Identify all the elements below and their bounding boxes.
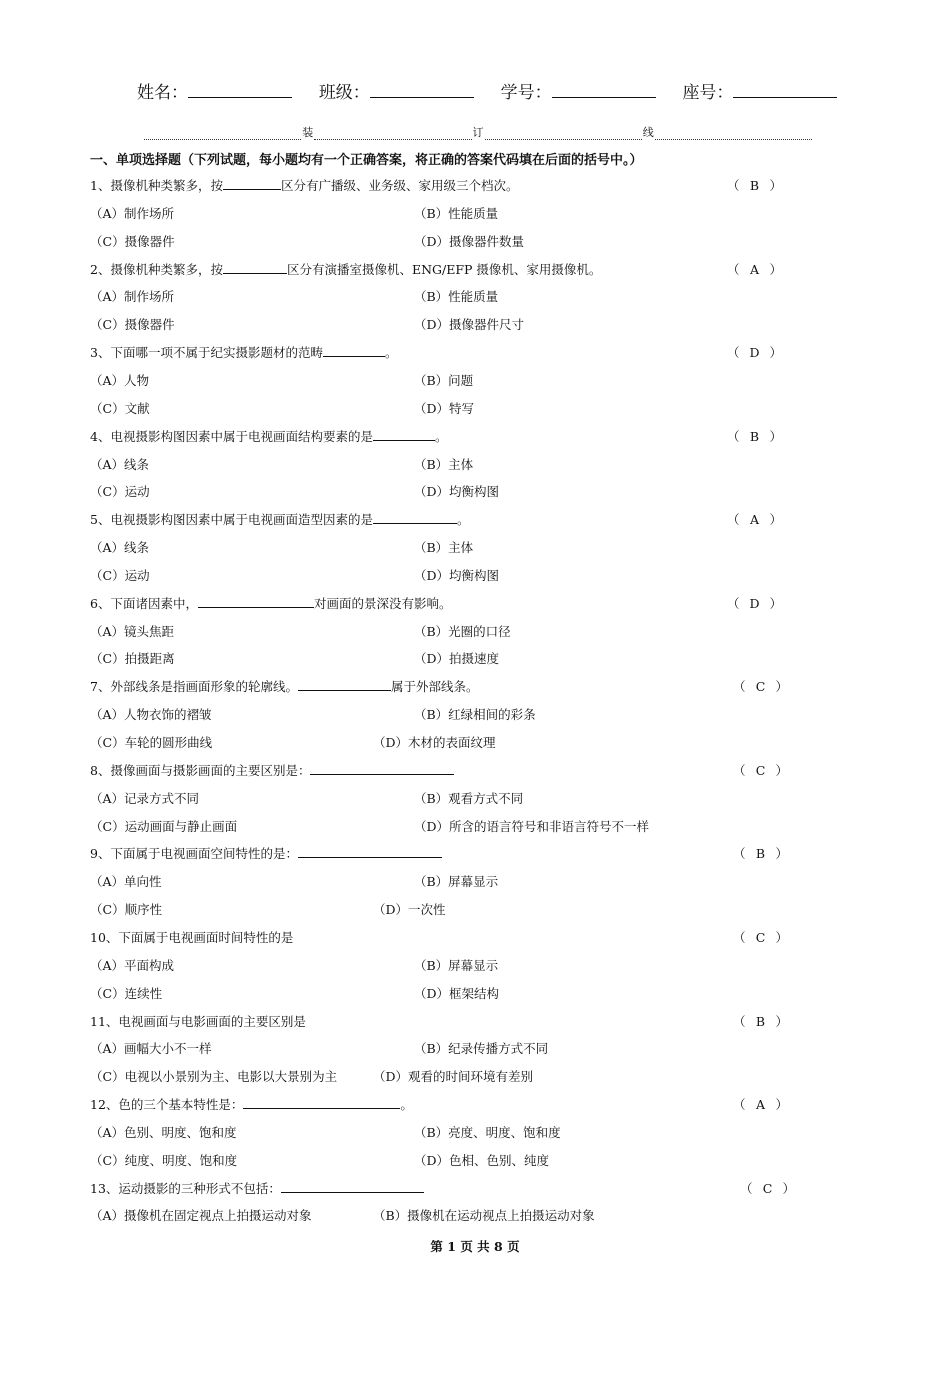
bracket-close: ） bbox=[769, 512, 783, 528]
answer-letter: C bbox=[755, 762, 766, 778]
bracket-open: （ bbox=[727, 595, 740, 611]
option-d: （D）均衡构图 bbox=[414, 484, 500, 500]
answer-blank[interactable] bbox=[243, 1097, 400, 1109]
question-stem bbox=[90, 928, 293, 946]
question-stem bbox=[90, 594, 451, 612]
answer-blank[interactable] bbox=[298, 846, 442, 858]
bracket-close: ） bbox=[775, 929, 789, 945]
bracket-close: ） bbox=[775, 679, 789, 695]
answer-bracket bbox=[727, 510, 782, 528]
answer-bracket bbox=[740, 1179, 795, 1197]
option-b: （B）亮度、明度、饱和度 bbox=[414, 1124, 561, 1140]
binding-dots bbox=[314, 131, 471, 140]
bracket-open: （ bbox=[727, 512, 740, 528]
question-text: 8、摄像画面与摄影画面的主要区别是： bbox=[90, 762, 311, 778]
bracket-close: ） bbox=[782, 1180, 796, 1196]
answer-bracket bbox=[727, 427, 782, 445]
option-a: （A）制作场所 bbox=[90, 205, 175, 221]
bracket-open: （ bbox=[733, 762, 746, 778]
option-b: （B）屏幕显示 bbox=[414, 874, 499, 890]
answer-bracket bbox=[733, 928, 788, 946]
bracket-open: （ bbox=[740, 1180, 753, 1196]
binding-label-xian: 线 bbox=[642, 126, 654, 139]
question-text: 2、摄像机种类繁多，按 bbox=[90, 261, 223, 277]
option-d: （D）所含的语言符号和非语言符号不一样 bbox=[414, 818, 650, 834]
answer-blank[interactable] bbox=[198, 596, 314, 608]
answer-letter: A bbox=[756, 1097, 766, 1113]
binding-dots bbox=[144, 131, 301, 140]
question-text-tail: 属于外部线条。 bbox=[390, 679, 479, 695]
option-d: （D）均衡构图 bbox=[414, 567, 500, 583]
question-stem bbox=[90, 427, 447, 445]
option-c: （C）运动画面与静止画面 bbox=[90, 818, 238, 834]
option-c: （C）纯度、明度、饱和度 bbox=[90, 1152, 238, 1168]
bracket-open: （ bbox=[727, 178, 740, 193]
bracket-open: （ bbox=[733, 846, 746, 862]
bracket-close: ） bbox=[769, 595, 783, 611]
answer-blank[interactable] bbox=[373, 429, 435, 441]
question-text: 3、下面哪一项不属于纪实摄影题材的范畴 bbox=[90, 345, 323, 361]
option-a: （A）单向性 bbox=[90, 874, 162, 890]
option-b: （B）问题 bbox=[414, 372, 474, 388]
option-b: （B）性能质量 bbox=[414, 289, 499, 305]
question-stem bbox=[90, 1095, 413, 1113]
page-footer: 第 1 页 共 8 页 bbox=[430, 1239, 520, 1254]
name-label: 姓名： bbox=[137, 83, 188, 103]
answer-bracket bbox=[727, 260, 782, 278]
question-text: 4、电视摄影构图因素中属于电视画面结构要素的是 bbox=[90, 428, 373, 444]
option-a: （A）色别、明度、饱和度 bbox=[90, 1124, 237, 1140]
binding-dots bbox=[485, 131, 642, 140]
answer-blank[interactable] bbox=[323, 345, 385, 357]
answer-letter: B bbox=[755, 1013, 766, 1029]
option-d: （D）特写 bbox=[414, 400, 475, 416]
option-a: （A）线条 bbox=[90, 456, 150, 472]
option-c: （C）运动 bbox=[90, 567, 150, 583]
option-c: （C）文献 bbox=[90, 400, 150, 416]
option-a: （A）平面构成 bbox=[90, 957, 175, 973]
bracket-close: ） bbox=[775, 846, 789, 862]
option-d: （D）木材的表面纹理 bbox=[373, 735, 496, 750]
question-text: 10、下面属于电视画面时间特性的是 bbox=[90, 929, 294, 945]
option-d: （D）摄像器件尺寸 bbox=[414, 317, 525, 333]
answer-blank[interactable] bbox=[298, 679, 391, 691]
option-b: （B）主体 bbox=[414, 456, 474, 472]
answer-bracket bbox=[733, 761, 788, 779]
option-a: （A）制作场所 bbox=[90, 289, 175, 305]
option-c: （C）顺序性 bbox=[90, 902, 163, 918]
question-text: 11、电视画面与电影画面的主要区别是 bbox=[90, 1013, 306, 1029]
question-text-tail: 。 bbox=[456, 512, 470, 528]
answer-blank[interactable] bbox=[223, 262, 287, 274]
question-text-tail: 。 bbox=[384, 345, 398, 361]
option-d: （D）一次性 bbox=[373, 902, 446, 918]
answer-letter: A bbox=[750, 512, 760, 528]
question-text-tail: 区分有广播级、业务级、家用级三个档次。 bbox=[280, 178, 519, 193]
answer-letter: D bbox=[749, 595, 760, 611]
bracket-close: ） bbox=[769, 345, 783, 361]
question-text: 12、色的三个基本特性是： bbox=[90, 1097, 244, 1113]
question-text-tail: 。 bbox=[434, 428, 448, 444]
option-b: （B）光圈的口径 bbox=[414, 623, 511, 639]
question-text-tail: 区分有演播室摄像机、ENG/EFP 摄像机、家用摄像机。 bbox=[286, 261, 602, 277]
question-stem bbox=[90, 761, 454, 779]
bracket-open: （ bbox=[733, 1013, 746, 1029]
question-stem bbox=[90, 510, 469, 528]
bracket-open: （ bbox=[733, 929, 746, 945]
seat-label: 座号： bbox=[682, 83, 734, 103]
option-a: （A）画幅大小不一样 bbox=[90, 1041, 212, 1057]
bracket-close: ） bbox=[775, 762, 789, 778]
bracket-open: （ bbox=[727, 345, 740, 361]
option-b: （B）纪录传播方式不同 bbox=[414, 1041, 549, 1057]
bracket-close: ） bbox=[769, 178, 783, 193]
question-text: 5、电视摄影构图因素中属于电视画面造型因素的是 bbox=[90, 512, 373, 528]
class-field[interactable] bbox=[370, 96, 474, 98]
answer-bracket bbox=[733, 677, 788, 695]
section-title: 一、单项选择题（下列试题，每小题均有一个正确答案，将正确的答案代码填在后面的括号中。） bbox=[90, 153, 643, 168]
binding-dots bbox=[655, 131, 812, 140]
option-b: （B）观看方式不同 bbox=[414, 790, 524, 806]
question-text: 6、下面诸因素中， bbox=[90, 595, 198, 611]
question-stem bbox=[90, 1012, 306, 1030]
binding-label-zhuang: 装 bbox=[302, 126, 314, 139]
bracket-close: ） bbox=[769, 428, 783, 444]
option-a: （A）摄像机在固定视点上拍摄运动对象 bbox=[90, 1208, 312, 1224]
question-text: 7、外部线条是指画面形象的轮廓线。 bbox=[90, 679, 298, 695]
question-stem bbox=[90, 260, 601, 278]
option-a: （A）人物 bbox=[90, 372, 150, 388]
option-d: （D）框架结构 bbox=[414, 985, 500, 1001]
name-field[interactable] bbox=[188, 96, 292, 98]
option-b: （B）屏幕显示 bbox=[414, 957, 499, 973]
question-stem bbox=[90, 1179, 424, 1197]
option-c: （C）摄像器件 bbox=[90, 233, 175, 249]
question-text-tail: 。 bbox=[400, 1097, 413, 1113]
option-c: （C）运动 bbox=[90, 484, 150, 500]
option-a: （A）镜头焦距 bbox=[90, 623, 175, 639]
bracket-close: ） bbox=[775, 1097, 789, 1113]
option-d: （D）拍摄速度 bbox=[414, 651, 500, 667]
question-stem bbox=[90, 844, 442, 862]
binding-line bbox=[143, 124, 813, 140]
question-text-tail: 对画面的景深没有影响。 bbox=[313, 595, 452, 611]
answer-letter: C bbox=[755, 929, 766, 945]
option-b: （B）摄像机在运动视点上拍摄运动对象 bbox=[373, 1208, 595, 1224]
option-c: （C）拍摄距离 bbox=[90, 651, 175, 667]
answer-letter: C bbox=[762, 1180, 773, 1196]
answer-letter: B bbox=[749, 178, 760, 193]
answer-bracket bbox=[727, 594, 782, 612]
student-id-label: 学号： bbox=[500, 83, 552, 103]
option-d: （D）色相、色别、纯度 bbox=[414, 1152, 550, 1168]
class-label: 班级： bbox=[318, 83, 370, 103]
answer-bracket bbox=[733, 844, 788, 862]
question-stem bbox=[90, 677, 478, 695]
question-text: 9、下面属于电视画面空间特性的是： bbox=[90, 846, 298, 862]
question-text: 1、摄像机种类繁多，按 bbox=[90, 178, 223, 193]
bracket-open: （ bbox=[727, 428, 740, 444]
option-c: （C）摄像器件 bbox=[90, 317, 175, 333]
answer-blank[interactable] bbox=[310, 763, 454, 775]
option-d: （D）观看的时间环境有差别 bbox=[373, 1069, 534, 1085]
seat-field[interactable] bbox=[733, 96, 837, 98]
answer-blank[interactable] bbox=[281, 1181, 424, 1193]
option-c: （C）车轮的圆形曲线 bbox=[90, 735, 213, 750]
answer-bracket bbox=[733, 1012, 788, 1030]
bracket-close: ） bbox=[775, 1013, 789, 1029]
answer-letter: B bbox=[755, 846, 766, 862]
option-a: （A）线条 bbox=[90, 540, 150, 556]
answer-bracket bbox=[733, 1095, 788, 1113]
option-b: （B）主体 bbox=[414, 540, 474, 556]
option-d: （D）摄像器件数量 bbox=[414, 233, 525, 249]
option-b: （B）性能质量 bbox=[414, 205, 499, 221]
option-a: （A）人物衣饰的褶皱 bbox=[90, 707, 212, 723]
option-c: （C）电视以小景别为主、电影以大景别为主 bbox=[90, 1069, 338, 1085]
answer-blank[interactable] bbox=[223, 178, 281, 190]
answer-blank[interactable] bbox=[373, 512, 457, 524]
binding-label-ding: 订 bbox=[472, 126, 484, 139]
answer-letter: A bbox=[750, 261, 760, 277]
answer-letter: B bbox=[749, 428, 760, 444]
option-c: （C）连续性 bbox=[90, 985, 163, 1001]
bracket-open: （ bbox=[733, 1097, 746, 1113]
bracket-open: （ bbox=[727, 261, 740, 277]
answer-letter: C bbox=[755, 679, 766, 695]
question-stem bbox=[90, 343, 397, 361]
answer-bracket bbox=[727, 176, 782, 194]
answer-bracket bbox=[727, 343, 782, 361]
question-text: 13、运动摄影的三种形式不包括： bbox=[90, 1180, 281, 1196]
bracket-close: ） bbox=[769, 261, 783, 277]
answer-letter: D bbox=[749, 345, 760, 361]
student-info-row bbox=[137, 78, 817, 103]
student-id-field[interactable] bbox=[552, 96, 656, 98]
option-a: （A）记录方式不同 bbox=[90, 790, 200, 806]
bracket-open: （ bbox=[733, 679, 746, 695]
question-stem bbox=[90, 176, 518, 194]
option-b: （B）红绿相间的彩条 bbox=[414, 707, 536, 723]
